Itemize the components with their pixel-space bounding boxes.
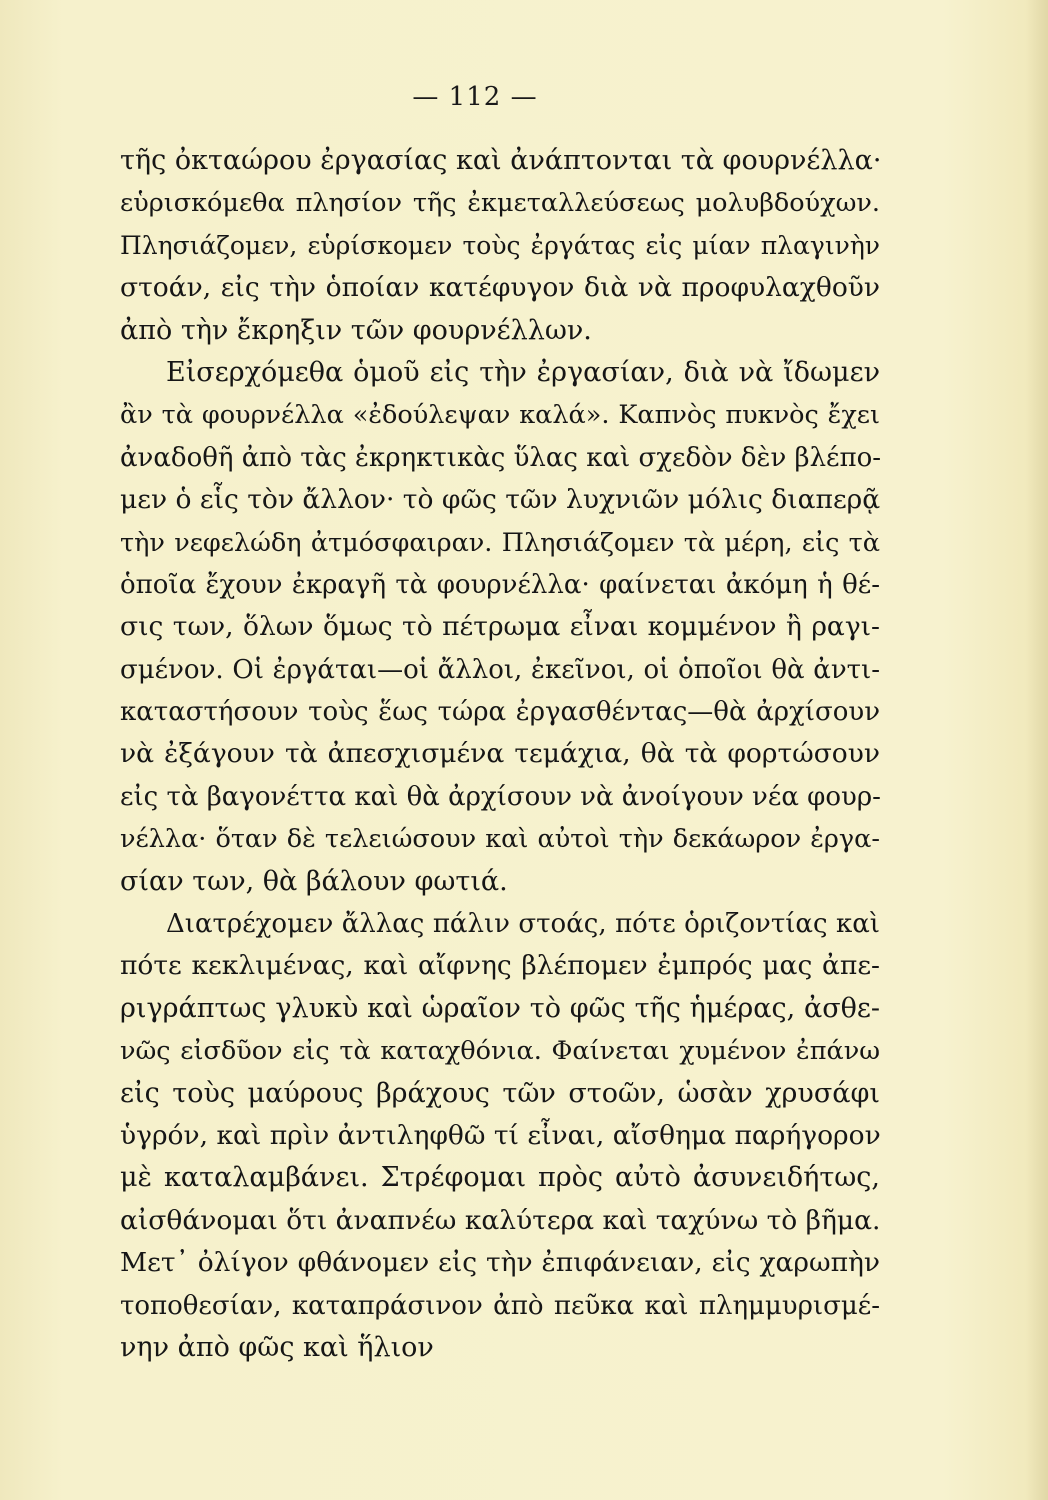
text-line: εἰς τὰ βαγονέττα καὶ θὰ ἀρχίσουν νὰ ἀνοίγουν νέα φουρ- xyxy=(120,781,881,812)
text-line: εὑρισκόμεθα πλησίον τῆς ἐκμεταλλεύσεως μολυβδούχων. xyxy=(120,188,880,219)
text-line: ἀπὸ τὴν ἔκρηξιν τῶν φουρνέλλων. xyxy=(120,314,592,346)
text-line: σμένον. Οἱ ἐργάται—οἱ ἄλλοι, ἐκεῖνοι, οἱ ὁποῖοι θὰ ἀντι- xyxy=(120,654,880,685)
text-line: πότε κεκλιμένας, καὶ αἴφνης βλέπομεν ἐμπρός μας ἀπε- xyxy=(120,950,880,982)
text-line: ὁποῖα ἔχουν ἐκραγῆ τὰ φουρνέλλα· φαίνεται ἀκόμη ἡ θέ- xyxy=(120,569,880,600)
page-edge-shadow xyxy=(1026,0,1048,1500)
text-line: Εἰσερχόμεθα ὁμοῦ εἰς τὴν ἐργασίαν, διὰ νὰ ἴδωμεν xyxy=(166,356,880,388)
text-line: τῆς ὀκταώρου ἐργασίας καὶ ἀνάπτονται τὰ φουρνέλλα· xyxy=(120,145,882,176)
text-line: ριγράπτως γλυκὺ καὶ ὡραῖον τὸ φῶς τῆς ἡμέρας, ἀσθε- xyxy=(120,992,880,1024)
text-line: μεν ὁ εἷς τὸν ἄλλον· τὸ φῶς τῶν λυχνιῶν μόλις διαπερᾷ xyxy=(120,484,881,516)
text-line: σις των, ὅλων ὅμως τὸ πέτρωμα εἶναι κομμένον ἢ ραγι- xyxy=(120,611,880,643)
text-line: ἂν τὰ φουρνέλλα «ἐδούλεψαν καλά». Καπνὸς πυκνὸς ἔχει xyxy=(120,400,880,431)
text-line: νῶς εἰσδῦον εἰς τὰ καταχθόνια. Φαίνεται χυμένον ἐπάνω xyxy=(120,1036,880,1067)
text-line: αἰσθάνομαι ὅτι ἀναπνέω καλύτερα καὶ ταχύνω τὸ βῆμα. xyxy=(120,1204,881,1236)
text-line: καταστήσουν τοὺς ἕως τώρα ἐργασθέντας—θὰ ἀρχίσουν xyxy=(120,697,880,728)
text-line: Μετ᾽ ὀλίγον φθάνομεν εἰς τὴν ἐπιφάνειαν, εἰς χαρωπὴν xyxy=(120,1247,880,1279)
text-line: μὲ καταλαμβάνει. Στρέφομαι πρὸς αὐτὸ ἀσυνειδήτως, xyxy=(120,1162,880,1194)
text-line: τοποθεσίαν, καταπράσινον ἀπὸ πεῦκα καὶ πλημμυρισμέ- xyxy=(120,1290,880,1321)
body-text xyxy=(120,140,880,1369)
text-line: τὴν νεφελώδη ἀτμόσφαιραν. Πλησιάζομεν τὰ μέρη, εἰς τὰ xyxy=(120,527,880,558)
text-line: νην ἀπὸ φῶς καὶ ἥλιον xyxy=(120,1331,434,1363)
text-line: Πλησιάζομεν, εὑρίσκομεν τοὺς ἐργάτας εἰς μίαν πλαγινὴν xyxy=(120,230,880,260)
text-line: σίαν των, θὰ βάλουν φωτιά. xyxy=(120,865,508,897)
text-line: στοάν, εἰς τὴν ὁποίαν κατέφυγον διὰ νὰ προφυλαχθοῦν xyxy=(120,272,880,304)
page-number: — 112 — xyxy=(412,82,538,112)
text-line: εἰς τοὺς μαύρους βράχους τῶν στοῶν, ὡσὰν χρυσάφι xyxy=(120,1077,880,1109)
text-line: νέλλα· ὅταν δὲ τελειώσουν καὶ αὐτοὶ τὴν δεκάωρον ἐργα- xyxy=(120,824,880,855)
text-line: ἀναδοθῆ ἀπὸ τὰς ἐκρηκτικὰς ὕλας καὶ σχεδὸν δὲν βλέπο- xyxy=(120,442,882,473)
text-line: Διατρέχομεν ἄλλας πάλιν στοάς, πότε ὁριζοντίας καὶ xyxy=(166,909,880,940)
text-line: ὑγρόν, καὶ πρὶν ἀντιληφθῶ τί εἶναι, αἴσθημα παρήγορον xyxy=(120,1119,881,1151)
text-line: νὰ ἐξάγουν τὰ ἀπεσχισμένα τεμάχια, θὰ τὰ φορτώσουν xyxy=(120,738,880,770)
